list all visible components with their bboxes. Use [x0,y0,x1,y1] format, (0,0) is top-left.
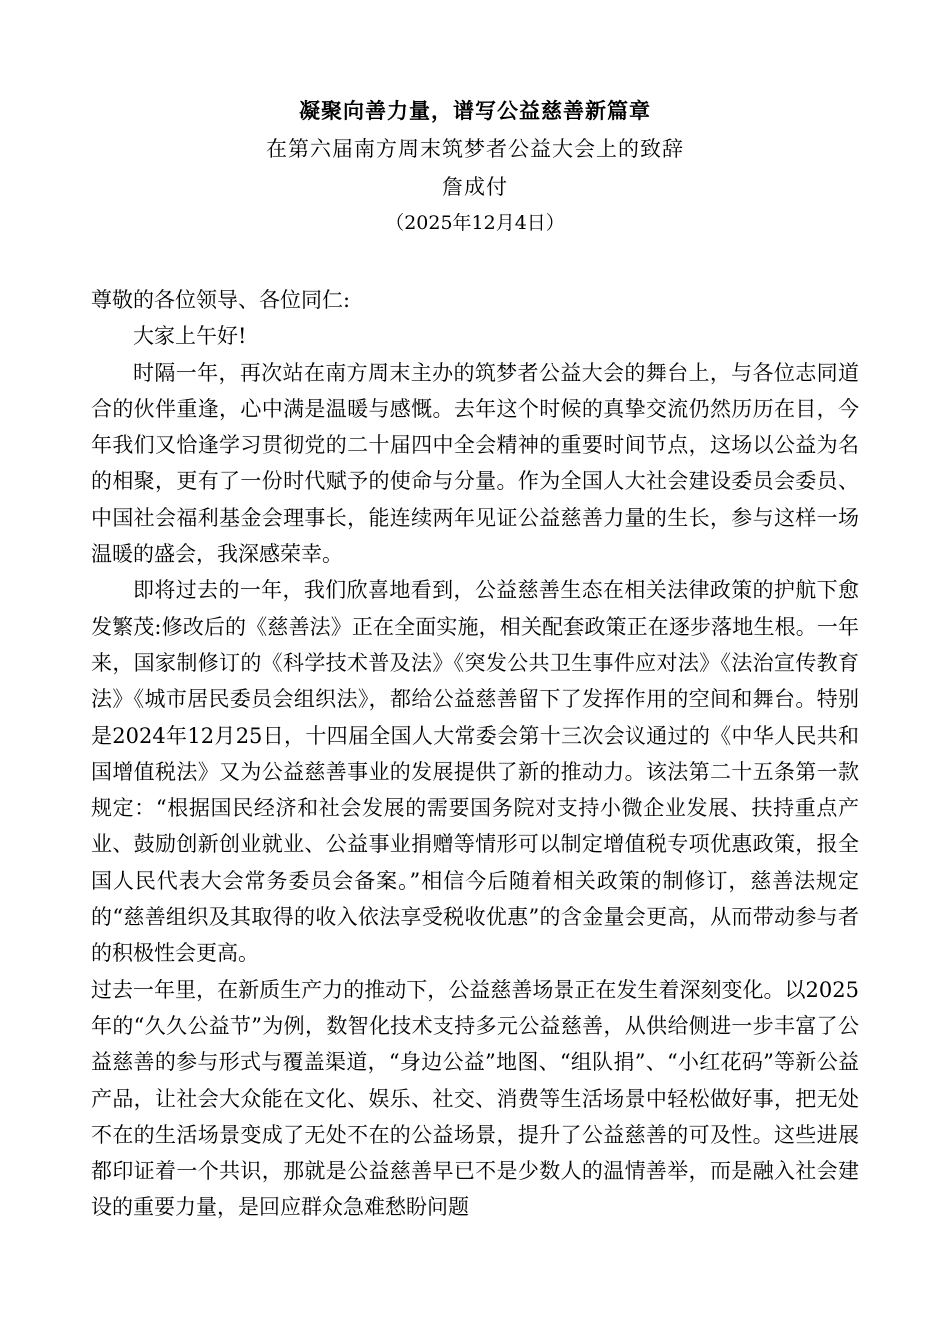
document-body [91,282,859,1226]
document-title: 凝聚向善力量，谱写公益慈善新篇章 [299,98,651,123]
document-date: （2025年12月4日） [385,212,565,234]
paragraph-2: 即将过去的一年，我们欣喜地看到，公益慈善生态在相关法律政策的护航下愈发繁茂:修改后的《慈善法》正在全面实施，相关配套政策正在逐步落地生根。一年来，国家制修订的《科学技术普及法》《突发公共卫生事件应对法》《法治宣传教育法》《城市居民委员会组织法》，都给公益慈善留下了发挥作用的空间和舞台。特别是2024年12月25日，十四届全国人大常委会第十三次会议通过的《中华人民共和国增值税法》又为公益慈善事业的发展提供了新的推动力。该法第二十五条第一款规定：“根据国民经济和社会发展的需要国务院对支持小微企业发展、扶持重点产业、鼓励创新创业就业、公益事业捐赠等情形可以制定增值税专项优惠政策，报全国人民代表大会常务委员会备案。”相信今后随着相关政策的制修订，慈善法规定的“慈善组织及其取得的收入依法享受税收优惠”的含金量会更高，从而带动参与者的积极性会更高。 [91,578,859,966]
paragraph-3: 过去一年里，在新质生产力的推动下，公益慈善场景正在发生着深刻变化。以2025年的“久久公益节”为例，数智化技术支持多元公益慈善，从供给侧进一步丰富了公益慈善的参与形式与覆盖渠道，“身边公益”地图、“组队捐”、“小红花码”等新公益产品，让社会大众能在文化、娱乐、社交、消费等生活场景中轻松做好事，把无处不在的生活场景变成了无处不在的公益场景，提升了公益慈善的可及性。这些进展都印证着一个共识，那就是公益慈善早已不是少数人的温情善举，而是融入社会建设的重要力量，是回应群众急难愁盼问题 [91,977,859,1220]
salutation: 尊敬的各位领导、各位同仁: [91,288,351,312]
paragraph-1: 时隔一年，再次站在南方周末主办的筑梦者公益大会的舞台上，与各位志同道合的伙伴重逢，心中满是温暖与感慨。去年这个时候的真挚交流仍然历历在目，今年我们又恰逢学习贯彻党的二十届四中全会精神的重要时间节点，这场以公益为名的相聚，更有了一份时代赋予的使命与分量。作为全国人大社会建设委员会委员、中国社会福利基金会理事长，能连续两年见证公益慈善力量的生长，参与这样一场温暖的盛会，我深感荣幸。 [91,360,859,567]
paragraph-greeting: 大家上午好! [133,324,247,349]
document-author: 詹成付 [442,175,508,199]
document-subtitle: 在第六届南方周末筑梦者公益大会上的致辞 [266,137,684,161]
